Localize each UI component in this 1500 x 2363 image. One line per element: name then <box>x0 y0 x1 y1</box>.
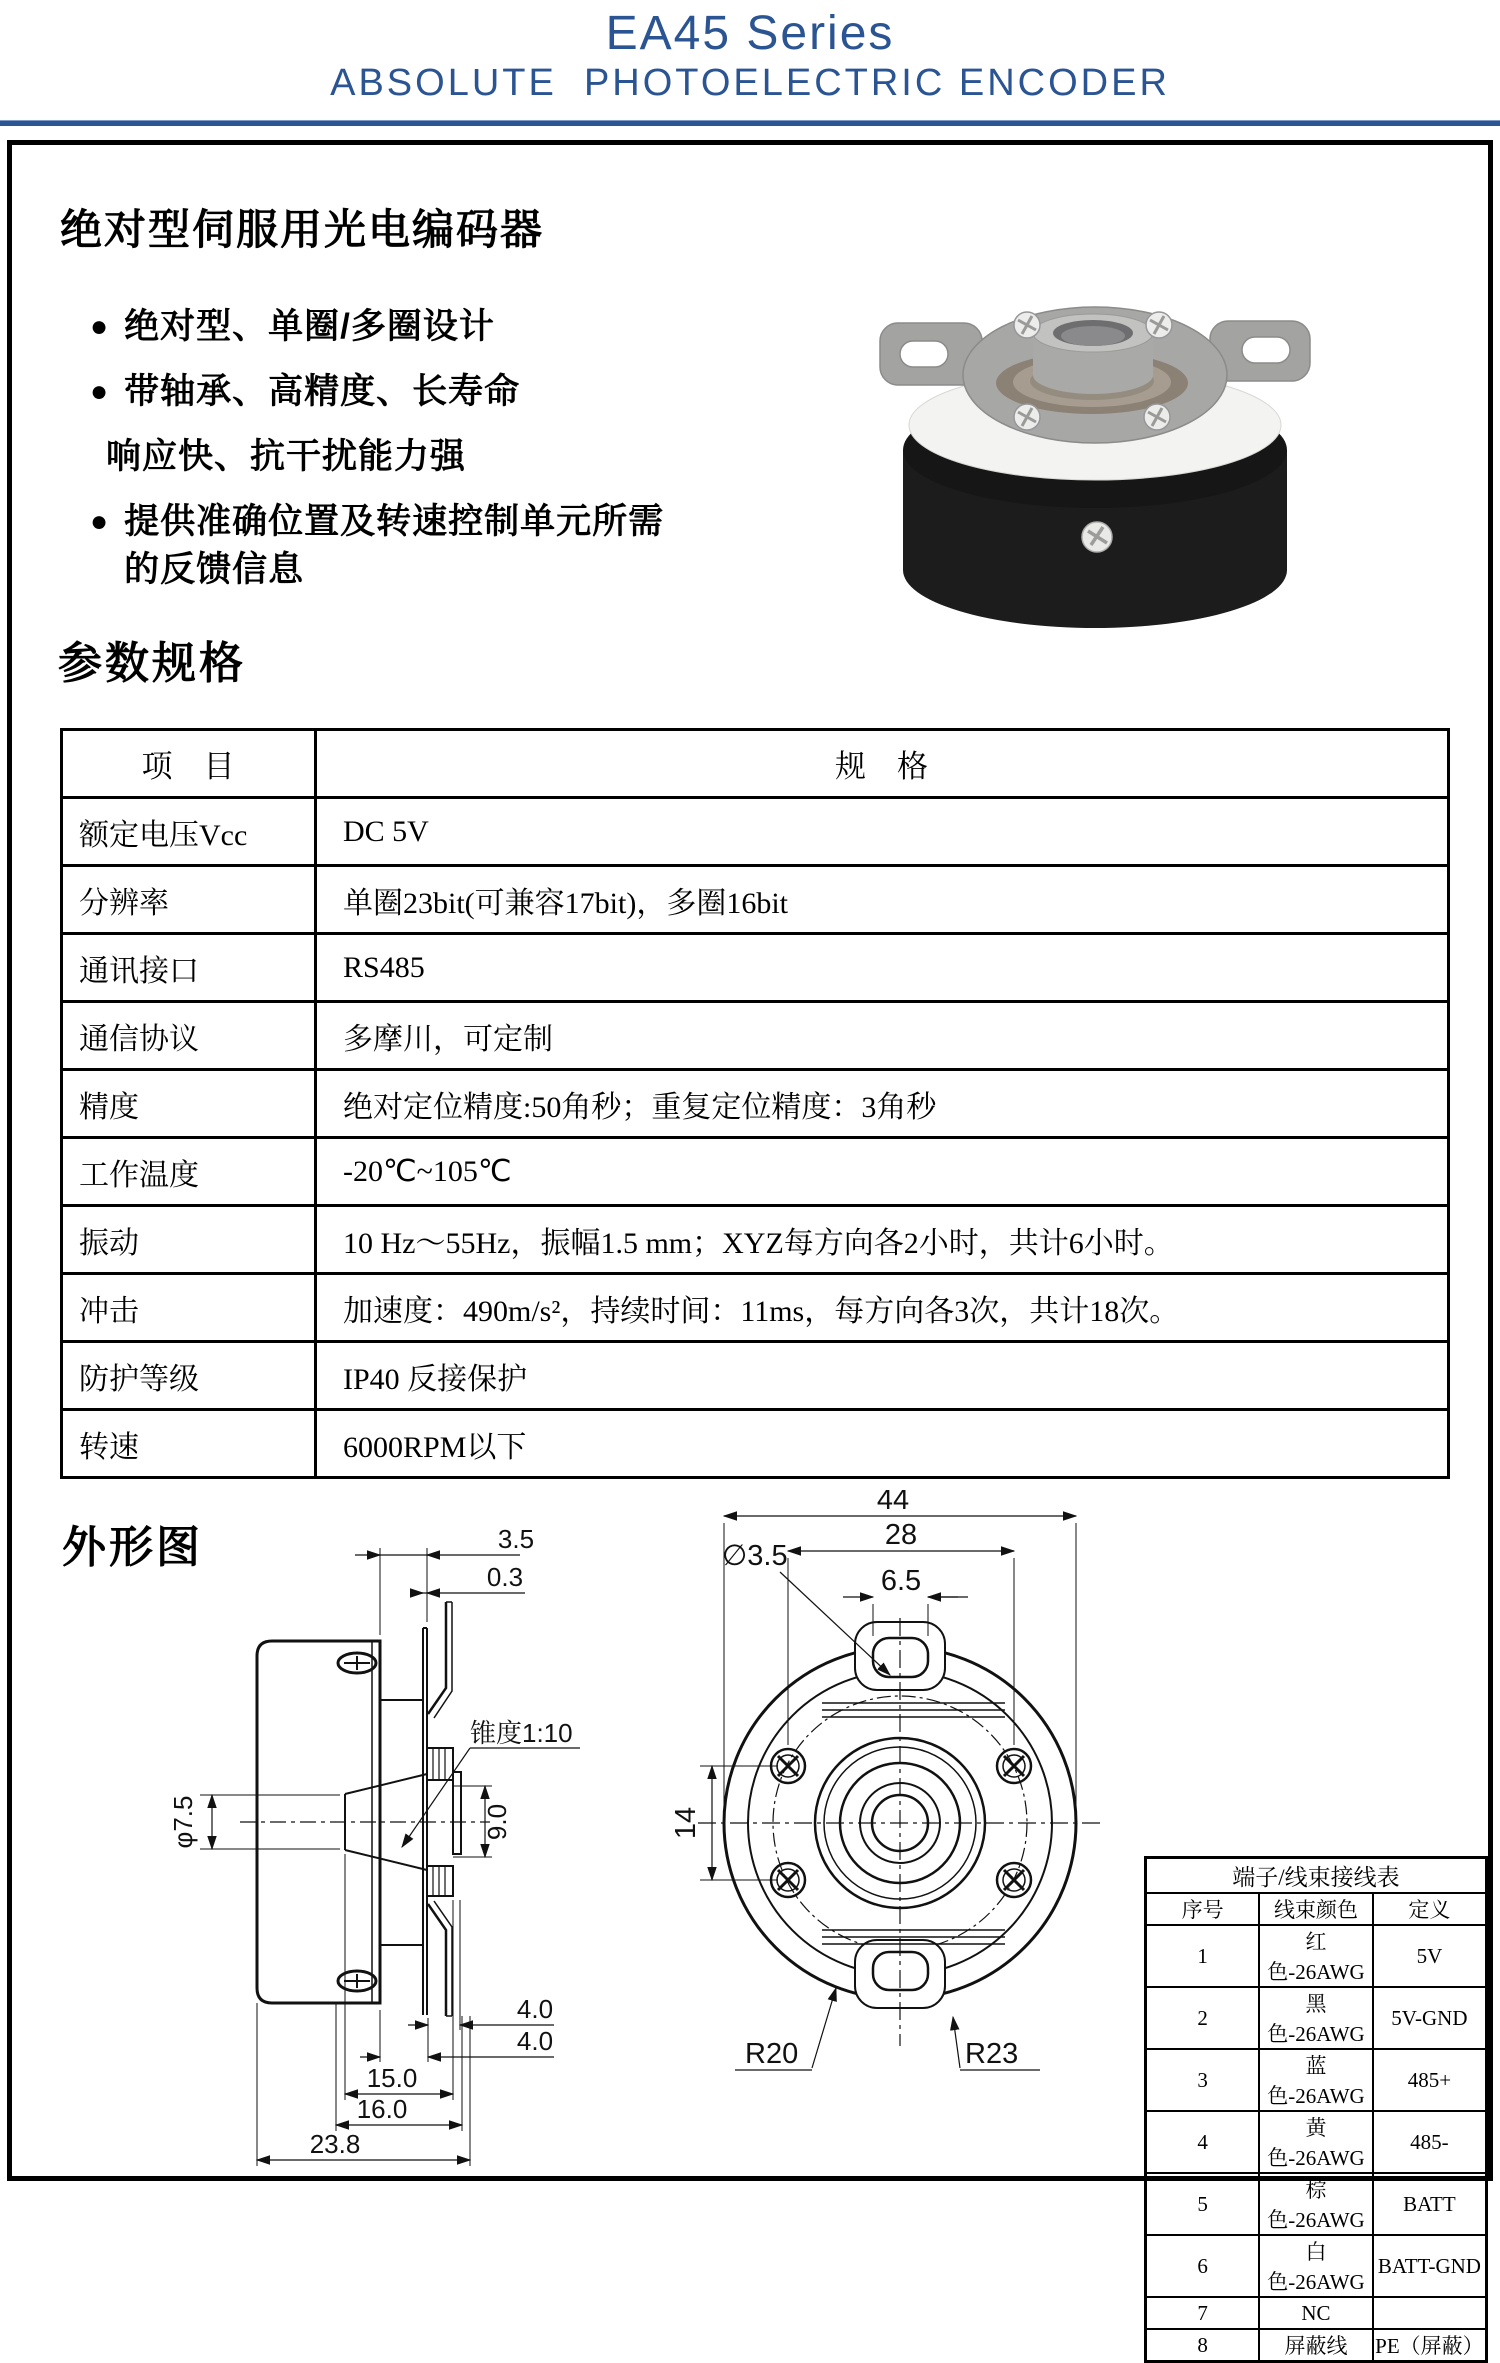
dim-label: 6.5 <box>880 1565 922 1597</box>
screw-icon <box>997 1749 1031 1783</box>
screw-icon <box>1144 404 1170 430</box>
bullet-icon: ● <box>90 505 109 538</box>
dim-label: 28 <box>884 1519 918 1551</box>
feature-text: 带轴承、高精度、长寿命 <box>124 372 521 411</box>
page-subtitle: ABSOLUTE PHOTOELECTRIC ENCODER <box>330 62 1170 104</box>
table-row <box>62 866 1449 934</box>
spec-item-cell: 额定电压Vcc <box>62 798 316 866</box>
dim-label: R20 <box>745 2038 799 2070</box>
wire-color: 蓝色-26AWG <box>1259 2049 1373 2111</box>
intro-heading: 绝对型伺服用光电编码器 <box>60 206 545 253</box>
dim-label: 3.5 <box>497 1524 535 1554</box>
dim-label: 0.3 <box>486 1562 524 1592</box>
wire-color: 红色-26AWG <box>1259 1925 1373 1987</box>
ear-slot <box>1242 337 1290 363</box>
table-row <box>1146 2111 1487 2173</box>
screw-icon <box>338 1653 376 1673</box>
dim-label: 23.8 <box>309 2129 361 2159</box>
spec-value-cell: 绝对定位精度:50角秒；重复定位精度：3角秒 <box>316 1070 1449 1138</box>
wire-index: 8 <box>1146 2329 1260 2362</box>
wiring-table <box>1144 1856 1488 2363</box>
spec-item-cell: 工作温度 <box>62 1138 316 1206</box>
dim-label: 4.0 <box>516 2026 554 2056</box>
bullet-icon: ● <box>90 310 109 343</box>
spec-col-spec: 规 格 <box>316 730 1449 798</box>
dim-label: 4.0 <box>516 1994 554 2024</box>
shaft-hub <box>1033 314 1153 394</box>
content-box <box>7 140 1493 2358</box>
screw-icon <box>1146 312 1172 338</box>
wire-color: 白色-26AWG <box>1259 2235 1373 2297</box>
table-row <box>1146 2297 1487 2329</box>
wire-index: 4 <box>1146 2111 1260 2173</box>
spec-table <box>60 728 1450 1479</box>
wiring-col-def: 定义 <box>1373 1893 1487 1925</box>
table-row <box>62 934 1449 1002</box>
wire-index: 5 <box>1146 2173 1260 2235</box>
bullet-icon: ● <box>90 375 109 408</box>
table-row <box>62 1002 1449 1070</box>
spec-value-cell: 10 Hz～55Hz，振幅1.5 mm；XYZ每方向各2小时，共计6小时。 <box>316 1206 1449 1274</box>
spec-item-cell: 转速 <box>62 1410 316 1478</box>
feature-text: 绝对型、单圈/多圈设计 <box>124 307 495 346</box>
spec-value-cell: 单圈23bit(可兼容17bit)，多圈16bit <box>316 866 1449 934</box>
wire-def <box>1373 2297 1487 2329</box>
wire-color: NC <box>1259 2297 1373 2329</box>
screw-icon <box>1014 312 1040 338</box>
wire-color: 黄色-26AWG <box>1259 2111 1373 2173</box>
product-photo <box>860 275 1330 655</box>
spec-value-cell: -20℃~105℃ <box>316 1138 1449 1206</box>
dim-label: R23 <box>965 2038 1019 2070</box>
feature-item <box>90 498 710 594</box>
table-row <box>62 1138 1449 1206</box>
wire-index: 2 <box>1146 1987 1260 2049</box>
outline-heading: 外形图 <box>62 1523 203 1572</box>
spec-item-cell: 分辨率 <box>62 866 316 934</box>
side-view-drawing <box>140 1490 590 2176</box>
wire-color: 棕色-26AWG <box>1259 2173 1373 2235</box>
dim-label: ∅3.5 <box>722 1540 788 1572</box>
wire-def: BATT <box>1373 2173 1487 2235</box>
front-view-drawing <box>650 1490 1130 2176</box>
table-row <box>62 798 1449 866</box>
table-row <box>62 1274 1449 1342</box>
table-row <box>1146 2049 1487 2111</box>
table-row <box>62 1342 1449 1410</box>
screw-icon <box>997 1863 1031 1897</box>
table-row <box>62 1070 1449 1138</box>
table-row <box>1146 2173 1487 2235</box>
wiring-title: 端子/线束接线表 <box>1146 1858 1487 1894</box>
wire-color: 黑色-26AWG <box>1259 1987 1373 2049</box>
wire-def: 5V <box>1373 1925 1487 1987</box>
table-row <box>62 1206 1449 1274</box>
table-row <box>62 1410 1449 1478</box>
feature-text: 响应快、抗干扰能力强 <box>106 437 467 476</box>
table-row <box>1146 1925 1487 1987</box>
wiring-header-row <box>1146 1893 1487 1925</box>
spec-col-item: 项 目 <box>62 730 316 798</box>
spec-item-cell: 通信协议 <box>62 1002 316 1070</box>
spec-value-cell: 多摩川，可定制 <box>316 1002 1449 1070</box>
spec-value-cell: 加速度：490m/s²，持续时间：11ms，每方向各3次，共计18次。 <box>316 1274 1449 1342</box>
spec-value-cell: RS485 <box>316 934 1449 1002</box>
wire-def: BATT-GND <box>1373 2235 1487 2297</box>
wire-def: 485- <box>1373 2111 1487 2173</box>
page-title: EA45 Series <box>605 7 895 60</box>
table-row <box>1146 2329 1487 2362</box>
spec-item-cell: 振动 <box>62 1206 316 1274</box>
feature-item <box>90 303 710 351</box>
wiring-col-color: 线束颜色 <box>1259 1893 1373 1925</box>
screw-icon <box>1082 522 1112 552</box>
spec-value-cell: 6000RPM以下 <box>316 1410 1449 1478</box>
spec-item-cell: 防护等级 <box>62 1342 316 1410</box>
wire-index: 6 <box>1146 2235 1260 2297</box>
wire-index: 3 <box>1146 2049 1260 2111</box>
spec-item-cell: 精度 <box>62 1070 316 1138</box>
dim-label: 14 <box>670 1806 702 1840</box>
dim-label: φ7.5 <box>168 1795 198 1849</box>
dim-label: 44 <box>876 1490 910 1516</box>
spec-header-row <box>62 730 1449 798</box>
feature-item <box>90 368 710 416</box>
spec-item-cell: 通讯接口 <box>62 934 316 1002</box>
wiring-col-index: 序号 <box>1146 1893 1260 1925</box>
table-row <box>1146 2235 1487 2297</box>
feature-item <box>90 433 710 481</box>
dim-label: 锥度1:10 <box>470 1718 573 1748</box>
wire-def: 5V-GND <box>1373 1987 1487 2049</box>
header-divider <box>0 120 1500 126</box>
wiring-title-row <box>1146 1858 1487 1894</box>
spec-value-cell: IP40 反接保护 <box>316 1342 1449 1410</box>
wire-def: 485+ <box>1373 2049 1487 2111</box>
dim-label: 9.0 <box>482 1803 512 1841</box>
screw-icon <box>1014 404 1040 430</box>
spec-item-cell: 冲击 <box>62 1274 316 1342</box>
screw-icon <box>338 1971 376 1991</box>
spec-value-cell: DC 5V <box>316 798 1449 866</box>
wire-def: PE（屏蔽） <box>1373 2329 1487 2362</box>
wire-index: 7 <box>1146 2297 1260 2329</box>
feature-text: 提供准确位置及转速控制单元所需的反馈信息 <box>124 502 665 589</box>
table-row <box>1146 1987 1487 2049</box>
feature-list <box>90 303 710 611</box>
wire-index: 1 <box>1146 1925 1260 1987</box>
dim-label: 16.0 <box>356 2094 408 2124</box>
dim-label: 15.0 <box>366 2063 418 2093</box>
wire-color: 屏蔽线 <box>1259 2329 1373 2362</box>
specs-heading: 参数规格 <box>58 639 246 688</box>
ear-slot <box>900 341 948 367</box>
